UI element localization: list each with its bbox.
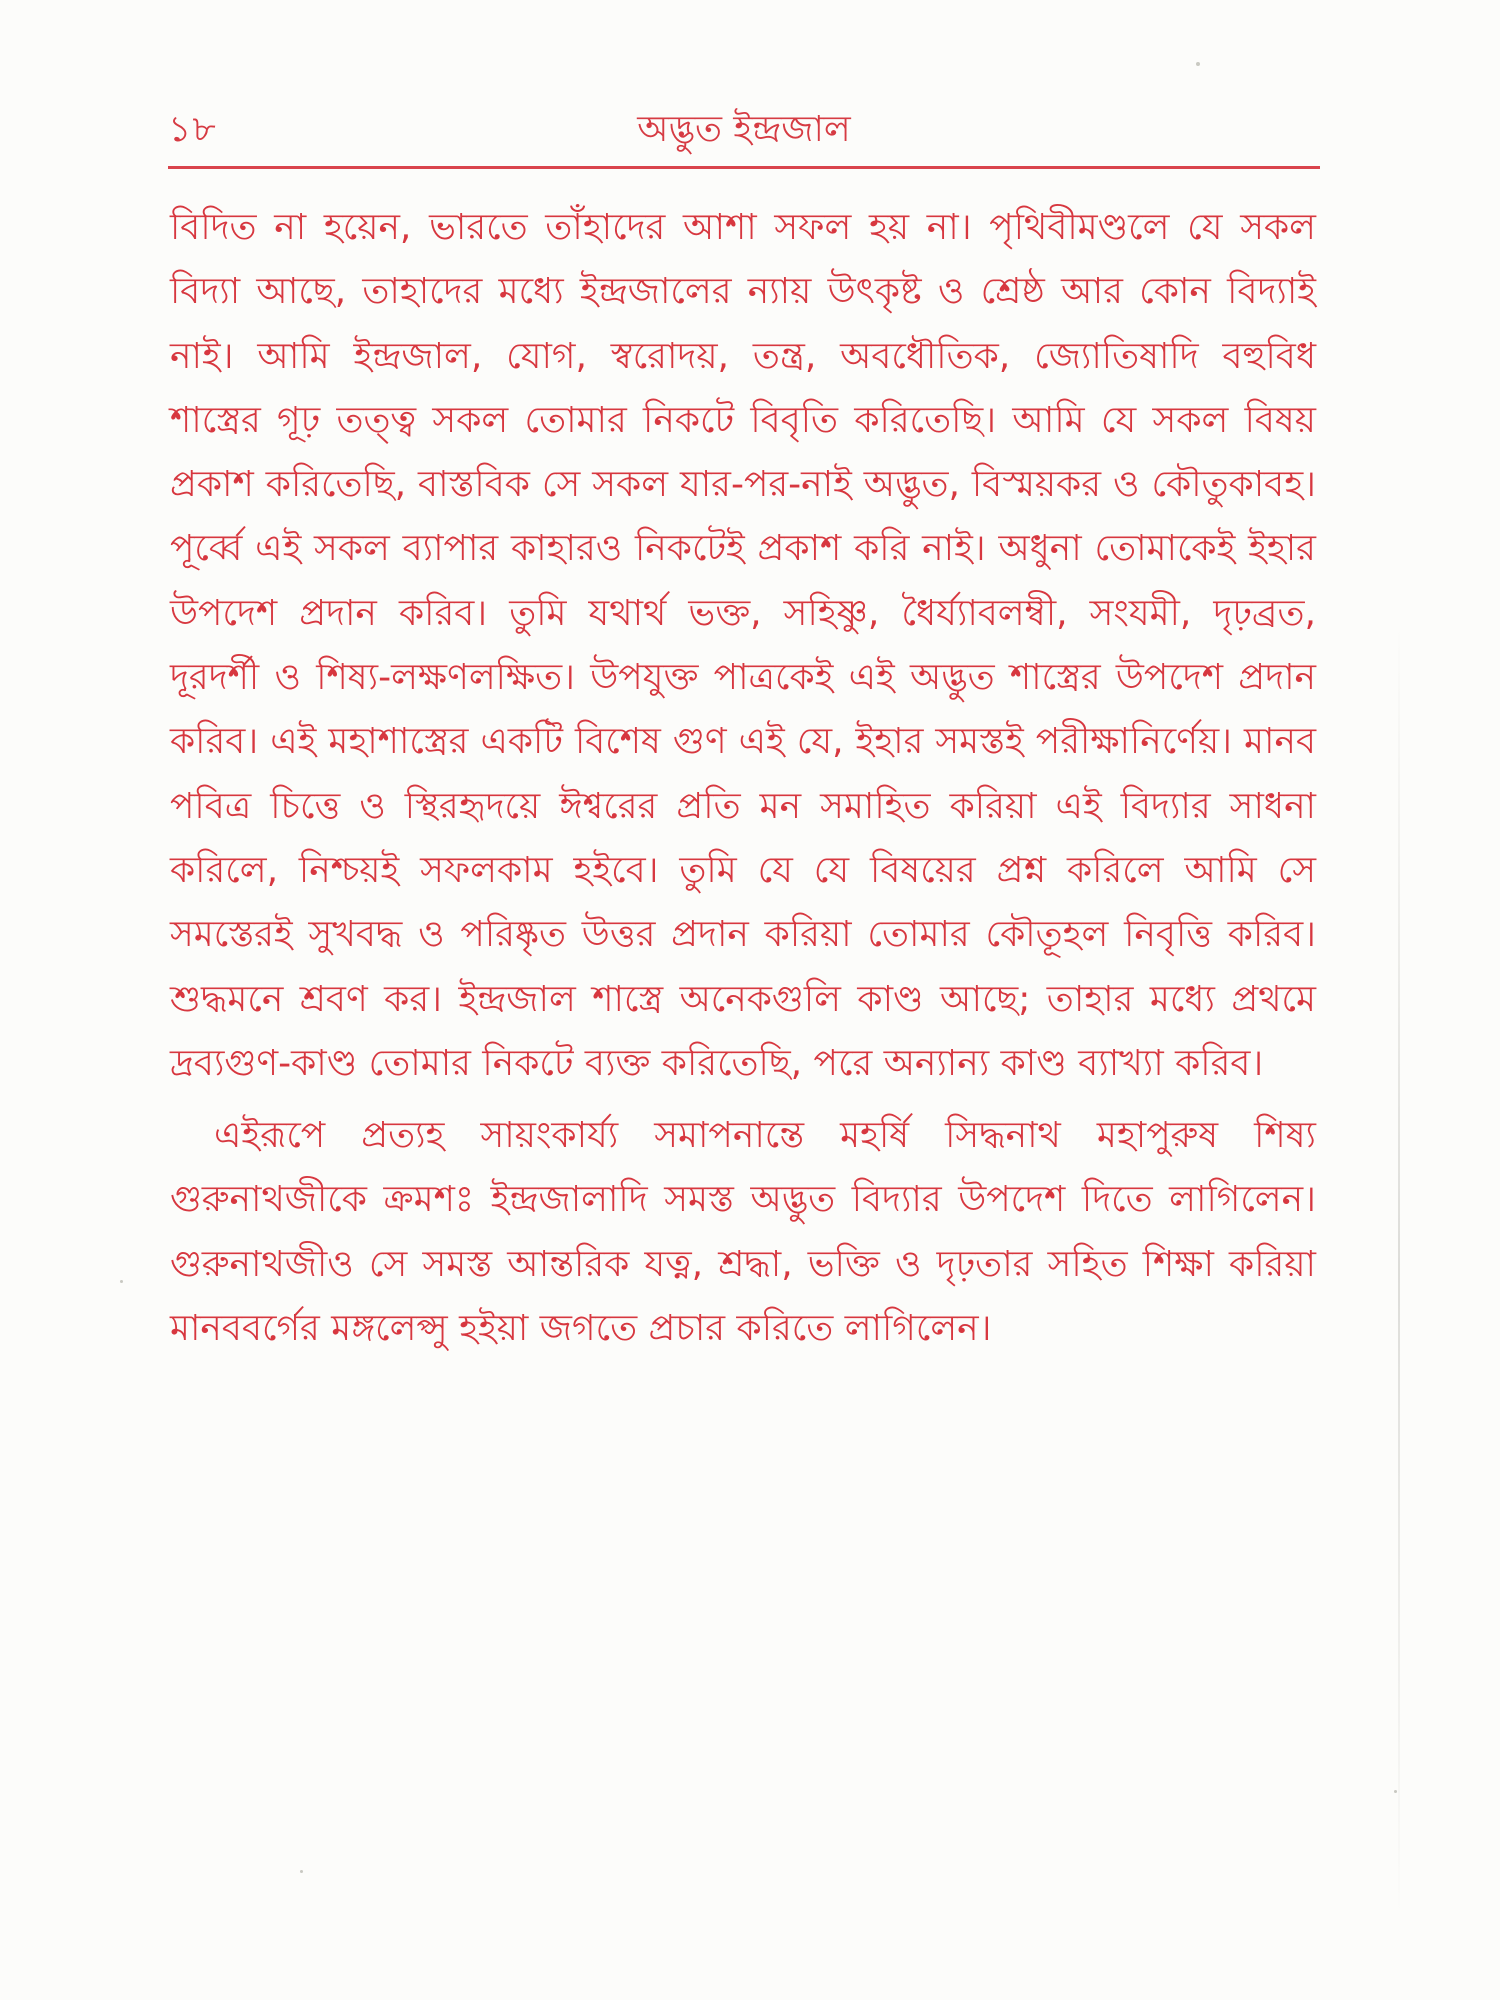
paper-speck — [1196, 62, 1200, 66]
body-text — [170, 196, 1316, 1361]
paragraph: এইরূপে প্রত্যহ সায়ংকার্য্য সমাপনান্তে মহর্ষি সিদ্ধনাথ মহাপুরুষ শিষ্য গুরুনাথজীকে ক্রমশঃ ইন্দ্রজালাদি সমস্ত অদ্ভুত বিদ্যার উপদেশ দিতে লাগিলেন। গুরুনাথজীও সে সমস্ত আন্তরিক যত্ন, শ্রদ্ধা, ভক্তি ও দৃঢ়তার সহিত শিক্ষা করিয়া মানববর্গের মঙ্গলেপ্সু হইয়া জগতে প্রচার করিতে লাগিলেন। — [170, 1115, 1316, 1350]
running-title: অদ্ভুত ইন্দ্রজাল — [637, 109, 851, 150]
header-rule — [168, 166, 1320, 169]
page-number: ১৮ — [168, 109, 217, 150]
paragraph: বিদিত না হয়েন, ভারতে তাঁহাদের আশা সফল হয় না। পৃথিবীমণ্ডলে যে সকল বিদ্যা আছে, তাহাদের মধ্যে ইন্দ্রজালের ন্যায় উৎকৃষ্ট ও শ্রেষ্ঠ আর কোন বিদ্যাই নাই। আমি ইন্দ্রজাল, যোগ, স্বরোদয়, তন্ত্র, অবধৌতিক, জ্যোতিষাদি বহুবিধ শাস্ত্রের গূঢ় তত্ত্ব সকল তোমার নিকটে বিবৃতি করিতেছি। আমি যে সকল বিষয় প্রকাশ করিতেছি, বাস্তবিক সে সকল যার-পর-নাই অদ্ভুত, বিস্ময়কর ও কৌতুকাবহ। পূর্ব্বে এই সকল ব্যাপার কাহারও নিকটেই প্রকাশ করি নাই। অধুনা তোমাকেই ইহার উপদেশ প্রদান করিব। তুমি যথার্থ ভক্ত, সহিষ্ণু, ধৈর্য্যাবলম্বী, সংযমী, দৃঢ়ব্রত, দূরদর্শী ও শিষ্য-লক্ষণলক্ষিত। উপযুক্ত পাত্রকেই এই অদ্ভুত শাস্ত্রের উপদেশ প্রদান করিব। এই মহাশাস্ত্রের একটি বিশেষ গুণ এই যে, ইহার সমস্তই পরীক্ষানির্ণেয়। মানব পবিত্র চিত্তে ও স্থিরহৃদয়ে ঈশ্বরের প্রতি মন সমাহিত করিয়া এই বিদ্যার সাধনা করিলে, নিশ্চয়ই সফলকাম হইবে। তুমি যে যে বিষয়ের প্রশ্ন করিলে আমি সে সমস্তেরই সুখবদ্ধ ও পরিষ্কৃত উত্তর প্রদান করিয়া তোমার কৌতূহল নিবৃত্তি করিব। শুদ্ধমনে শ্রবণ কর। ইন্দ্রজাল শাস্ত্রে অনেকগুলি কাণ্ড আছে; তাহার মধ্যে প্রথমে দ্রব্যগুণ-কাণ্ড তোমার নিকটে ব্যক্ত করিতেছি, পরে অন্যান্য কাণ্ড ব্যাখ্যা করিব। — [170, 207, 1317, 1084]
paper-speck — [300, 1870, 303, 1873]
paper-speck — [1394, 1790, 1397, 1793]
page-edge-shadow — [1398, 620, 1400, 1920]
page-header — [168, 96, 1320, 156]
paper-speck — [120, 1280, 123, 1283]
